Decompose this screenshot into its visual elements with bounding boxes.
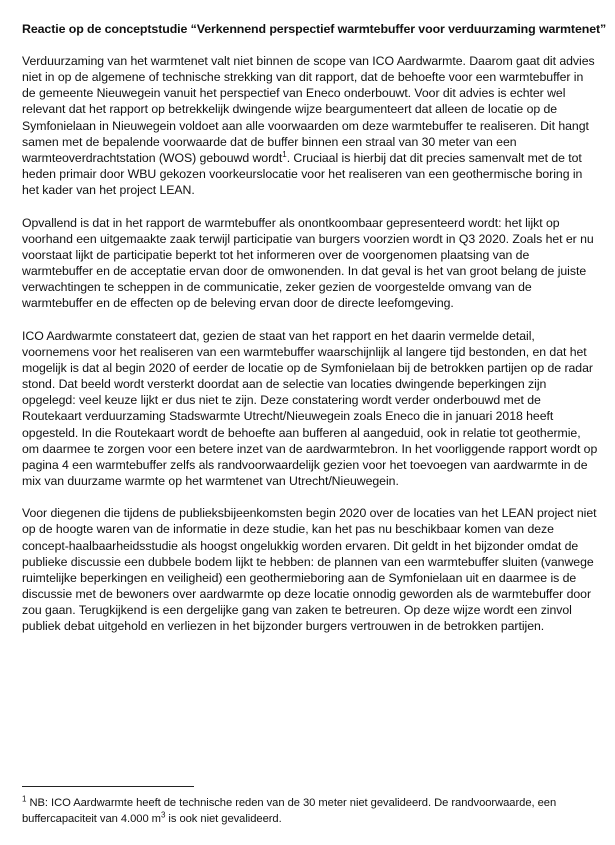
footnote-reference: 1 <box>282 149 287 159</box>
footnote-superscript: 3 <box>160 809 166 819</box>
document-title: Reactie op de conceptstudie “Verkennend perspectief warmtebuffer voor verduurzaming warmtenet” <box>22 22 607 36</box>
footnote-text-a: NB: ICO Aardwarmte heeft de technische reden van de 30 meter niet gevalideerd. De randvoorwaarde, een buffercapaciteit van 4.000 m <box>22 797 557 825</box>
paragraph-4: Voor diegenen die tijdens de publieksbijeenkomsten begin 2020 over de locaties van het LEAN project niet op de hoogte waren van de informatie in deze studie, kan het pas nu beschikbaar komen van deze concept-haalbaarheidsstudie als hoogst ongelukkig worden ervaren. Dit geldt in het bijzonder omdat de publieke discussie een dubbele bodem lijkt te hebben: de plannen van een warmtebuffer sluiten (vanwege ruimtelijke beperkingen en veiligheid) een geothermieboring aan de Symfonielaan uit en daarmee is de discussie met de bewoners over aardwarmte op deze locatie onnodig geworden als de warmtebuffer door zou gaan. Terugkijkend is een dergelijke gang van zaken te betreuren. Op deze wijze wordt een zinvol publiek debat uitgehold en verliezen in het bijzonder burgers vertrouwen in de betrokken partijen. <box>22 506 597 634</box>
footnote <box>22 796 602 827</box>
paragraph-3: ICO Aardwarmte constateert dat, gezien de staat van het rapport en het daarin vermelde detail, voornemens voor het realiseren van een warmtebuffer waarschijnlijk al langere tijd bestonden, en dat het mogelijk is dat al begin 2020 of eerder de locatie op de Symfonielaan bij de betrokken partijen op de radar stond. Dat beeld wordt versterkt doordat aan de selectie van locaties dwingende beperkingen zijn opgelegd: veel keuze lijkt er dus niet te zijn. Deze constatering wordt verder onderbouwd met de Routekaart verduurzaming Stadswarmte Utrecht/Nieuwegein zoals Eneco die in januari 2018 heeft opgesteld. In die Routekaart wordt de behoefte aan bufferen al aangeduid, ook in relatie tot geothermie, om daarmee te zorgen voor een betere inzet van de aardwarmtebron. In het voorliggende rapport wordt op pagina 4 een warmtebuffer zelfs als randvoorwaardelijk gezien voor het toevoegen van aardwarmte in de mix van duurzame warmte op het warmtenet van Utrecht/Nieuwegein. <box>22 328 598 489</box>
paragraph-1-text-a: Verduurzaming van het warmtenet valt niet binnen de scope van ICO Aardwarmte. Daarom gaat dit advies niet in op de algemene of technische strekking van dit rapport, dat de behoefte voor een warmtebuffer in de gemeente Nieuwegein vanuit het perspectief van Eneco onderbouwt. Voor dit advies is echter wel relevant dat het rapport op betrekkelijk dwingende wijze beargumenteert dat alleen de locatie op de Symfonielaan in Nieuwegein voldoet aan alle voorwaarden om deze warmtebuffer te realiseren. Dit hangt samen met de bepalende voorwaarde dat de buffer binnen een straal van 30 meter van een warmteoverdrachtstation (WOS) gebouwd wordt <box>22 54 595 165</box>
paragraph-1-text-b: . Cruciaal is hierbij dat dit precies samenvalt met de tot heden primair door WBU gekozen voorkeurslocatie voor het realiseren van een geothermische boring in het kader van het project LEAN. <box>22 150 583 198</box>
footnote-text-b: is ook niet gevalideerd. <box>165 812 282 825</box>
document-body <box>22 53 598 651</box>
paragraph-2: Opvallend is dat in het rapport de warmtebuffer als onontkoombaar gepresenteerd wordt: het lijkt op voorhand een uitgemaakte zaak terwijl participatie van burgers voorzien wordt in Q3 2020. Zoals het er nu voorstaat lijkt de participatie beperkt tot het informeren over de voorgenomen plaatsing van de warmtebuffer en de acceptatie ervan door de omwonenden. In dat geval is het van groot belang de juiste verwachtingen te scheppen in de communicatie, zeker gezien de voorgestelde omvang van de warmtebuffer en de effecten op de beleving ervan door de directe leefomgeving. <box>22 215 594 311</box>
footnote-separator <box>22 786 194 787</box>
footnote-marker: 1 <box>22 794 27 804</box>
paragraph-1 <box>22 53 598 198</box>
